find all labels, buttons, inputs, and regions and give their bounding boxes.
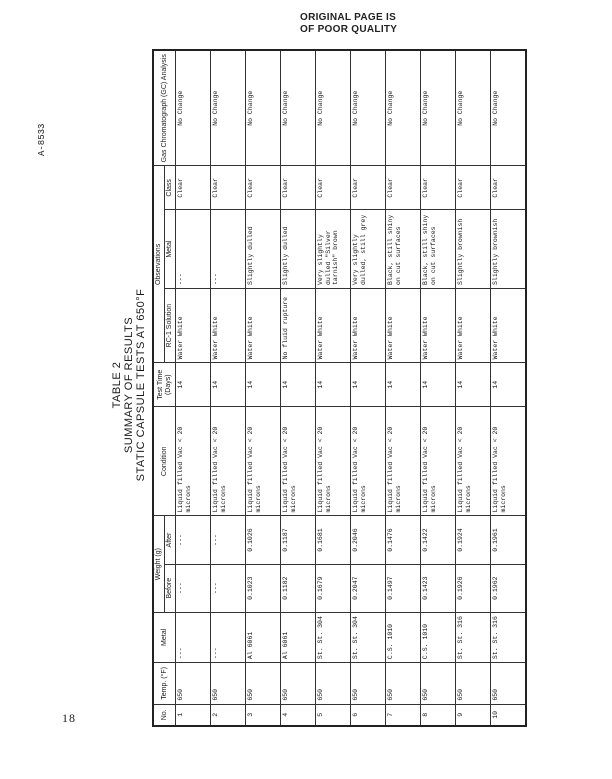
cell-test-days: 14 (316, 363, 351, 407)
table-row (421, 50, 456, 726)
header-after: After (165, 516, 176, 564)
cell-weight-before: 0.1182 (281, 564, 316, 612)
cell-weight-before: 0.1679 (316, 564, 351, 612)
cell-temp: 650 (176, 663, 211, 705)
cell-class: Clear (281, 166, 316, 210)
cell-gc-analysis: No Change (456, 50, 491, 166)
cell-condition: Liquid filled Vac < 20 microns (246, 407, 281, 516)
header-obs-metal: Metal (165, 210, 176, 289)
cell-test-days: 14 (351, 363, 386, 407)
cell-no: 7 (386, 704, 421, 726)
cell-rc1-solution: No fluid rupture (281, 288, 316, 362)
results-table-body (176, 50, 527, 726)
header-rc1-solution: RC-1 Solution (165, 288, 176, 362)
header-temp: Temp. (°F) (153, 663, 176, 705)
header-no: No. (153, 704, 176, 726)
cell-weight-after: 0.1681 (316, 516, 351, 564)
cell-metal: St. St. 316 (456, 612, 491, 662)
cell-no: 9 (456, 704, 491, 726)
cell-no: 2 (211, 704, 246, 726)
cell-temp: 650 (456, 663, 491, 705)
cell-weight-before: 0.1023 (246, 564, 281, 612)
cell-rc1-solution: Water White (316, 288, 351, 362)
cell-condition: Liquid filled Vac < 20 microns (386, 407, 421, 516)
table-row (456, 50, 491, 726)
header-test-time: Test Time (Days) (153, 363, 176, 407)
cell-gc-analysis: No Change (491, 50, 527, 166)
cell-obs-metal: Slightly brownish (456, 210, 491, 289)
cell-test-days: 14 (176, 363, 211, 407)
cell-metal: St. St. 304 (316, 612, 351, 662)
cell-test-days: 14 (281, 363, 316, 407)
cell-rc1-solution: Water White (176, 288, 211, 362)
cell-weight-after: 0.1187 (281, 516, 316, 564)
cell-test-days: 14 (421, 363, 456, 407)
header-row-1 (153, 50, 165, 726)
cell-condition: Liquid filled Vac < 20 microns (421, 407, 456, 516)
stamp-line-1: ORIGINAL PAGE IS (300, 12, 397, 23)
cell-obs-metal: Very slightly dulled, still grey (351, 210, 386, 289)
cell-no: 5 (316, 704, 351, 726)
cell-temp: 650 (246, 663, 281, 705)
cell-obs-metal: Slightly dulled (281, 210, 316, 289)
cell-obs-metal: Very slightly dulled "Silver tarnish" brown (316, 210, 351, 289)
cell-no: 10 (491, 704, 527, 726)
cell-weight-after: 0.1924 (456, 516, 491, 564)
cell-gc-analysis: No Change (281, 50, 316, 166)
table-row (386, 50, 421, 726)
header-condition: Condition (153, 407, 176, 516)
cell-temp: 650 (211, 663, 246, 705)
cell-obs-metal: Slightly dulled (246, 210, 281, 289)
cell-test-days: 14 (456, 363, 491, 407)
cell-temp: 650 (351, 663, 386, 705)
cell-metal: St. St. 316 (491, 612, 527, 662)
cell-no: 4 (281, 704, 316, 726)
cell-class: Clear (316, 166, 351, 210)
cell-temp: 650 (491, 663, 527, 705)
cell-rc1-solution: Water White (491, 288, 527, 362)
cell-weight-before: 0.2047 (351, 564, 386, 612)
header-metal: Metal (153, 612, 176, 662)
document-number: A-8533 (37, 123, 47, 156)
cell-class: Clear (491, 166, 527, 210)
cell-class: Clear (246, 166, 281, 210)
cell-class: Clear (211, 166, 246, 210)
cell-test-days: 14 (211, 363, 246, 407)
cell-temp: 650 (386, 663, 421, 705)
cell-condition: Liquid filled Vac < 20 microns (211, 407, 246, 516)
cell-obs-metal: Black, still shiny on cut surfaces (421, 210, 456, 289)
cell-rc1-solution: Water White (421, 288, 456, 362)
cell-class: Clear (456, 166, 491, 210)
cell-no: 1 (176, 704, 211, 726)
cell-weight-after: 0.1476 (386, 516, 421, 564)
table-row (211, 50, 246, 726)
table-row (351, 50, 386, 726)
cell-weight-before: 0.1926 (456, 564, 491, 612)
cell-class: Clear (386, 166, 421, 210)
cell-weight-after: --- (176, 516, 211, 564)
cell-metal: C.S. 1010 (421, 612, 456, 662)
header-gc-analysis: Gas Chromatograph (GC) Analysis (153, 50, 176, 166)
table-heading (111, 40, 147, 730)
table-row (176, 50, 211, 726)
cell-class: Clear (421, 166, 456, 210)
results-table (152, 49, 527, 727)
cell-weight-after: --- (211, 516, 246, 564)
rotated-table-page (33, 40, 507, 730)
cell-rc1-solution: Water White (386, 288, 421, 362)
cell-rc1-solution: Water White (211, 288, 246, 362)
table-subtitle: STATIC CAPSULE TESTS AT 650°F (135, 288, 147, 482)
cell-condition: Liquid filled Vac < 20 microns (281, 407, 316, 516)
page-number: 18 (62, 711, 76, 725)
cell-condition: Liquid filled Vac < 20 microns (456, 407, 491, 516)
cell-rc1-solution: Water White (456, 288, 491, 362)
cell-obs-metal: --- (176, 210, 211, 289)
cell-weight-after: 0.1026 (246, 516, 281, 564)
cell-no: 8 (421, 704, 456, 726)
cell-temp: 650 (316, 663, 351, 705)
cell-weight-before: --- (211, 564, 246, 612)
cell-metal: St. St. 304 (351, 612, 386, 662)
table-label: TABLE 2 (111, 361, 123, 409)
cell-rc1-solution: Water White (246, 288, 281, 362)
cell-gc-analysis: No Change (386, 50, 421, 166)
cell-metal: --- (176, 612, 211, 662)
cell-weight-before: --- (176, 564, 211, 612)
cell-condition: Liquid filled Vac < 20 microns (176, 407, 211, 516)
cell-gc-analysis: No Change (316, 50, 351, 166)
table-row (246, 50, 281, 726)
cell-gc-analysis: No Change (246, 50, 281, 166)
quality-stamp (300, 12, 420, 36)
cell-metal: Al 6061 (281, 612, 316, 662)
cell-test-days: 14 (386, 363, 421, 407)
cell-condition: Liquid filled Vac < 20 microns (316, 407, 351, 516)
cell-gc-analysis: No Change (176, 50, 211, 166)
cell-gc-analysis: No Change (421, 50, 456, 166)
cell-test-days: 14 (491, 363, 527, 407)
table-row (316, 50, 351, 726)
header-class: Class (165, 166, 176, 210)
cell-obs-metal: --- (211, 210, 246, 289)
cell-condition: Liquid filled Vac < 20 microns (351, 407, 386, 516)
cell-temp: 650 (281, 663, 316, 705)
cell-no: 6 (351, 704, 386, 726)
cell-weight-after: 0.1422 (421, 516, 456, 564)
cell-weight-before: 0.1497 (386, 564, 421, 612)
table-row (491, 50, 527, 726)
cell-weight-after: 0.1961 (491, 516, 527, 564)
cell-metal: C.S. 1010 (386, 612, 421, 662)
cell-metal: --- (211, 612, 246, 662)
cell-class: Clear (176, 166, 211, 210)
cell-no: 3 (246, 704, 281, 726)
cell-class: Clear (351, 166, 386, 210)
cell-rc1-solution: Water White (351, 288, 386, 362)
header-weight: Weight (g) (153, 516, 165, 612)
cell-temp: 650 (421, 663, 456, 705)
cell-test-days: 14 (246, 363, 281, 407)
stamp-line-2: OF POOR QUALITY (300, 24, 398, 35)
cell-obs-metal: Black, still shiny on cut surfaces (386, 210, 421, 289)
cell-condition: Liquid filled Vac < 20 microns (491, 407, 527, 516)
cell-obs-metal: Slightly brownish (491, 210, 527, 289)
cell-gc-analysis: No Change (211, 50, 246, 166)
header-before: Before (165, 564, 176, 612)
cell-weight-before: 0.1423 (421, 564, 456, 612)
table-row (281, 50, 316, 726)
header-observations: Observations (153, 166, 165, 363)
cell-weight-after: 0.2046 (351, 516, 386, 564)
cell-gc-analysis: No Change (351, 50, 386, 166)
table-title: SUMMARY OF RESULTS (123, 316, 135, 454)
cell-metal: Al 6061 (246, 612, 281, 662)
cell-weight-before: 0.1962 (491, 564, 527, 612)
